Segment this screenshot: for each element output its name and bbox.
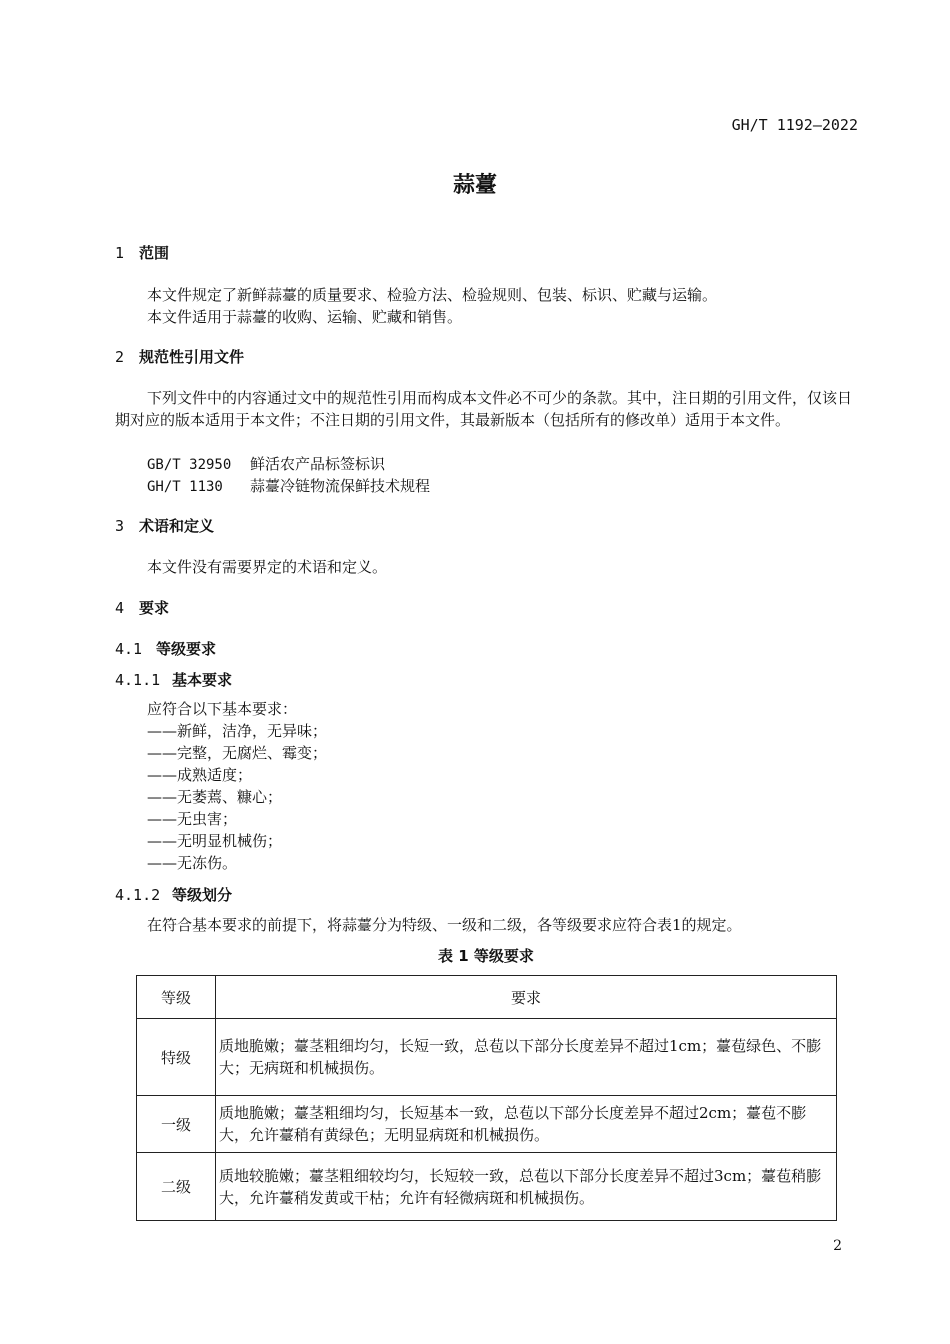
document-title: 蒜薹	[452, 173, 497, 198]
grade-cell: 一级	[137, 1096, 216, 1153]
table-row	[137, 1096, 837, 1153]
list-item: ——无冻伤。	[147, 854, 238, 872]
section-number: 4.1.2	[115, 886, 161, 904]
reference-code: GH/T 1130	[147, 479, 223, 495]
list-item: ——完整，无腐烂、霉变；	[147, 744, 328, 762]
section-number: 4	[115, 599, 125, 617]
section-number: 1	[115, 244, 125, 262]
paragraph: 本文件没有需要界定的术语和定义。	[147, 558, 388, 576]
table-caption: 表 1 等级要求	[438, 947, 534, 965]
section-title: 等级划分	[172, 886, 233, 904]
requirement-cell: 质地脆嫩；薹茎粗细均匀，长短一致，总苞以下部分长度差异不超过1cm；薹苞绿色、不膨大；无病斑和机械损伤。	[216, 1019, 837, 1096]
section-number: 4.1.1	[115, 671, 161, 689]
section-title: 规范性引用文件	[139, 348, 245, 366]
section-3-heading	[115, 515, 214, 536]
section-title: 等级要求	[156, 640, 217, 658]
table-row	[137, 1153, 837, 1221]
table-row	[137, 1019, 837, 1096]
reference-name: 鲜活农产品标签标识	[250, 455, 386, 473]
reference-name: 蒜薹冷链物流保鲜技术规程	[250, 477, 431, 495]
section-number: 4.1	[115, 640, 143, 658]
header-requirement: 要求	[216, 976, 837, 1019]
header-grade: 等级	[137, 976, 216, 1019]
list-item: ——无虫害；	[147, 810, 238, 828]
section-title: 范围	[139, 244, 170, 262]
standard-code: GH/T 1192—2022	[731, 116, 858, 134]
grade-cell: 特级	[137, 1019, 216, 1096]
reference-code: GB/T 32950	[147, 457, 232, 473]
section-4-1-2-heading	[115, 884, 232, 905]
list-item: ——无明显机械伤；	[147, 832, 283, 850]
page-number: 2	[833, 1238, 842, 1254]
list-intro: 应符合以下基本要求：	[147, 700, 298, 718]
section-2-heading	[115, 346, 244, 367]
paragraph: 下列文件中的内容通过文中的规范性引用而构成本文件必不可少的条款。其中，注日期的引用文件，仅该日期对应的版本适用于本文件；不注日期的引用文件，其最新版本（包括所有的修改单）适用于本文件。	[115, 389, 853, 429]
requirement-cell: 质地较脆嫩；薹茎粗细较均匀，长短较一致，总苞以下部分长度差异不超过3cm；薹苞稍膨大，允许薹稍发黄或干枯；允许有轻微病斑和机械损伤。	[216, 1153, 837, 1221]
section-title: 术语和定义	[139, 517, 215, 535]
list-item: ——新鲜，洁净，无异味；	[147, 722, 328, 740]
grade-cell: 二级	[137, 1153, 216, 1221]
grade-table	[136, 975, 837, 1221]
paragraph: 本文件适用于蒜薹的收购、运输、贮藏和销售。	[147, 308, 463, 326]
list-item: ——无萎蔫、糠心；	[147, 788, 283, 806]
paragraph: 在符合基本要求的前提下，将蒜薹分为特级、一级和二级，各等级要求应符合表1的规定。	[147, 916, 742, 934]
reference-item	[147, 453, 385, 474]
section-title: 要求	[139, 599, 170, 617]
list-item: ——成熟适度；	[147, 766, 253, 784]
table-header-row	[137, 976, 837, 1019]
requirement-list	[147, 698, 327, 874]
section-1-heading	[115, 242, 169, 263]
section-4-heading	[115, 597, 169, 618]
reference-item	[147, 475, 430, 496]
section-4-1-1-heading	[115, 669, 232, 690]
paragraph: 本文件规定了新鲜蒜薹的质量要求、检验方法、检验规则、包装、标识、贮藏与运输。	[147, 286, 718, 304]
requirement-cell: 质地脆嫩；薹茎粗细均匀，长短基本一致，总苞以下部分长度差异不超过2cm；薹苞不膨大，允许薹稍有黄绿色；无明显病斑和机械损伤。	[216, 1096, 837, 1153]
section-number: 3	[115, 517, 125, 535]
section-title: 基本要求	[172, 671, 233, 689]
section-4-1-heading	[115, 638, 216, 659]
section-number: 2	[115, 348, 125, 366]
